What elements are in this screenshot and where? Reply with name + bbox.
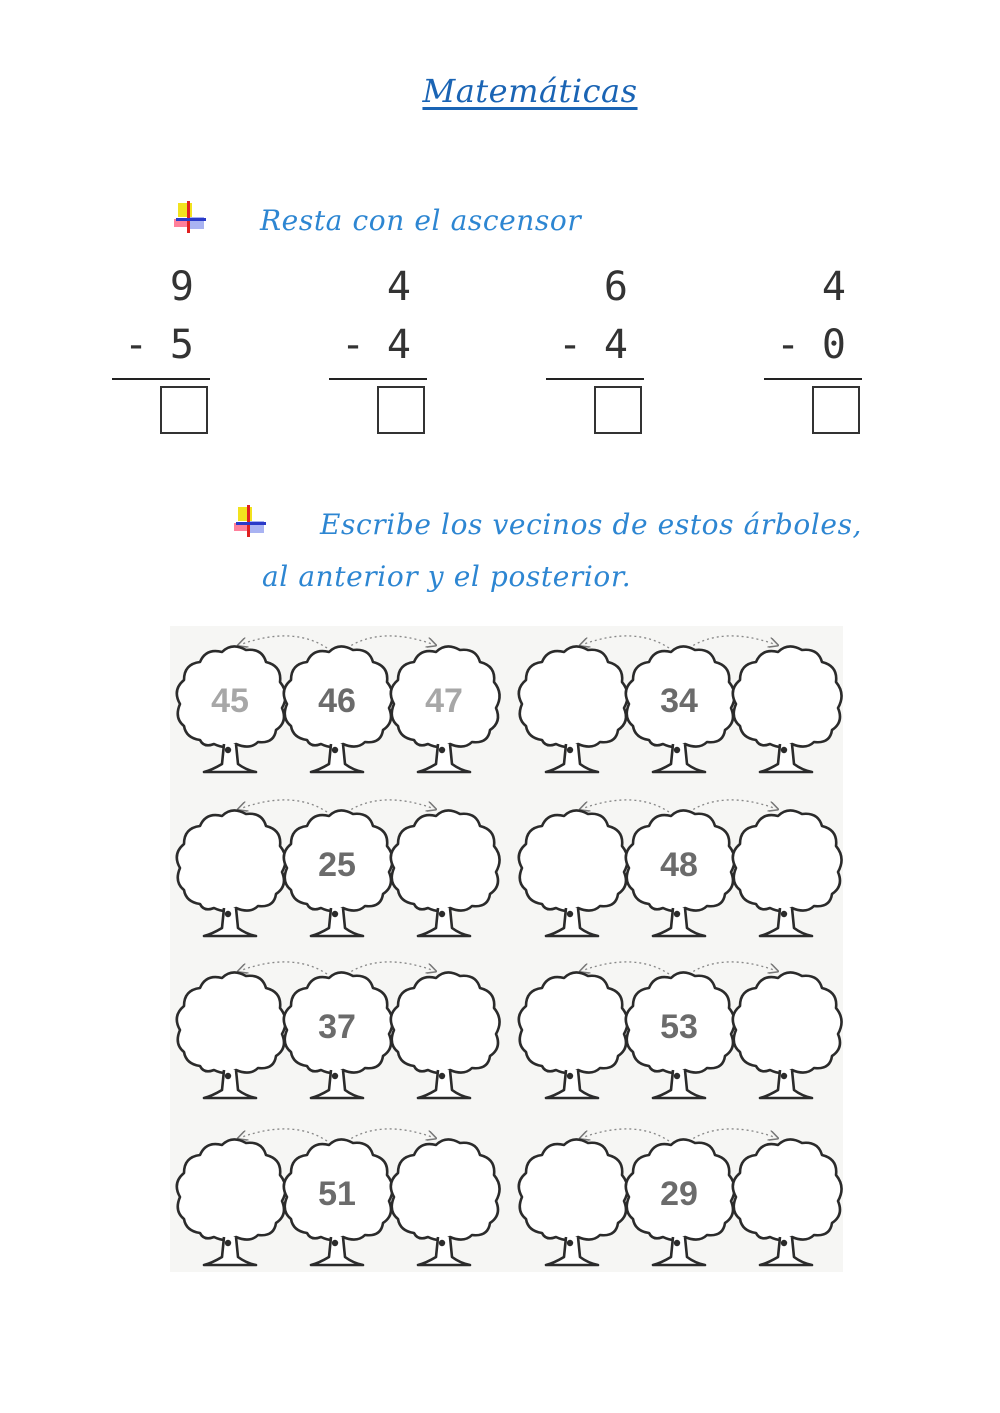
answer-line (546, 378, 644, 380)
tree-group (177, 800, 500, 936)
tree-neighbors-worksheet (170, 626, 843, 1272)
dotted-arrow (584, 962, 669, 974)
tree-number-middle: 29 (660, 1175, 698, 1213)
subtraction-problem (764, 264, 864, 434)
dotted-arrow (347, 1129, 432, 1141)
dotted-arrow (242, 800, 327, 812)
minuend: 4 (386, 264, 411, 310)
answer-box[interactable] (160, 386, 208, 434)
tree-group (519, 1129, 842, 1265)
tree-icon[interactable] (519, 972, 628, 1098)
dotted-arrow (584, 800, 669, 812)
tree-icon[interactable] (733, 810, 842, 936)
minus-sign: - (341, 322, 366, 368)
tree-group (519, 962, 842, 1098)
dotted-arrow (347, 800, 432, 812)
answer-box[interactable] (594, 386, 642, 434)
minus-sign: - (124, 322, 149, 368)
tree-icon[interactable] (733, 972, 842, 1098)
tree-icon[interactable] (733, 646, 842, 772)
subtrahend: 4 (386, 322, 411, 368)
tree-number-middle: 53 (660, 1008, 698, 1046)
tree-icon[interactable] (519, 646, 628, 772)
tree-icon[interactable] (177, 810, 286, 936)
dotted-arrow (584, 1129, 669, 1141)
subtraction-problem (112, 264, 212, 434)
tree-icon[interactable] (177, 1139, 286, 1265)
tree-group (177, 962, 500, 1098)
tree-icon[interactable] (519, 1139, 628, 1265)
dotted-arrow (584, 636, 669, 648)
subtrahend: 5 (169, 322, 194, 368)
tree-number-middle: 25 (318, 846, 356, 884)
subtrahend: 4 (603, 322, 628, 368)
tree-icon[interactable] (519, 810, 628, 936)
dotted-arrow (242, 636, 327, 648)
instruction-neighbors-line2: al anterior y el posterior. (262, 560, 632, 593)
subtraction-problem (546, 264, 646, 434)
tree-group (177, 1129, 500, 1265)
tree-number-right: 47 (425, 682, 463, 720)
minuend: 9 (169, 264, 194, 310)
bullet-icon (232, 505, 268, 539)
instruction-neighbors-line1: Escribe los vecinos de estos árboles, (320, 508, 863, 541)
bullet-icon (172, 201, 208, 235)
answer-box[interactable] (812, 386, 860, 434)
instruction-subtraction: Resta con el ascensor (260, 204, 582, 237)
dotted-arrow (242, 1129, 327, 1141)
minuend: 6 (603, 264, 628, 310)
tree-icon[interactable] (391, 810, 500, 936)
tree-icon[interactable] (391, 1139, 500, 1265)
tree-group (519, 636, 842, 772)
minus-sign: - (776, 322, 801, 368)
answer-line (329, 378, 427, 380)
answer-box[interactable] (377, 386, 425, 434)
dotted-arrow (242, 962, 327, 974)
tree-number-middle: 34 (660, 682, 698, 720)
dotted-arrow (689, 636, 774, 648)
tree-number-left: 45 (211, 682, 249, 720)
tree-number-middle: 51 (318, 1175, 356, 1213)
tree-group (519, 800, 842, 936)
tree-group (177, 636, 500, 772)
answer-line (112, 378, 210, 380)
answer-line (764, 378, 862, 380)
dotted-arrow (689, 1129, 774, 1141)
dotted-arrow (689, 962, 774, 974)
subtraction-problem (329, 264, 429, 434)
tree-number-middle: 48 (660, 846, 698, 884)
minuend: 4 (821, 264, 846, 310)
tree-icon[interactable] (177, 972, 286, 1098)
tree-icon[interactable] (391, 972, 500, 1098)
tree-number-middle: 37 (318, 1008, 356, 1046)
tree-icon[interactable] (733, 1139, 842, 1265)
dotted-arrow (347, 962, 432, 974)
dotted-arrow (689, 800, 774, 812)
subtrahend: 0 (821, 322, 846, 368)
tree-number-middle: 46 (318, 682, 356, 720)
minus-sign: - (558, 322, 583, 368)
dotted-arrow (347, 636, 432, 648)
page-title: Matemáticas (422, 72, 638, 110)
